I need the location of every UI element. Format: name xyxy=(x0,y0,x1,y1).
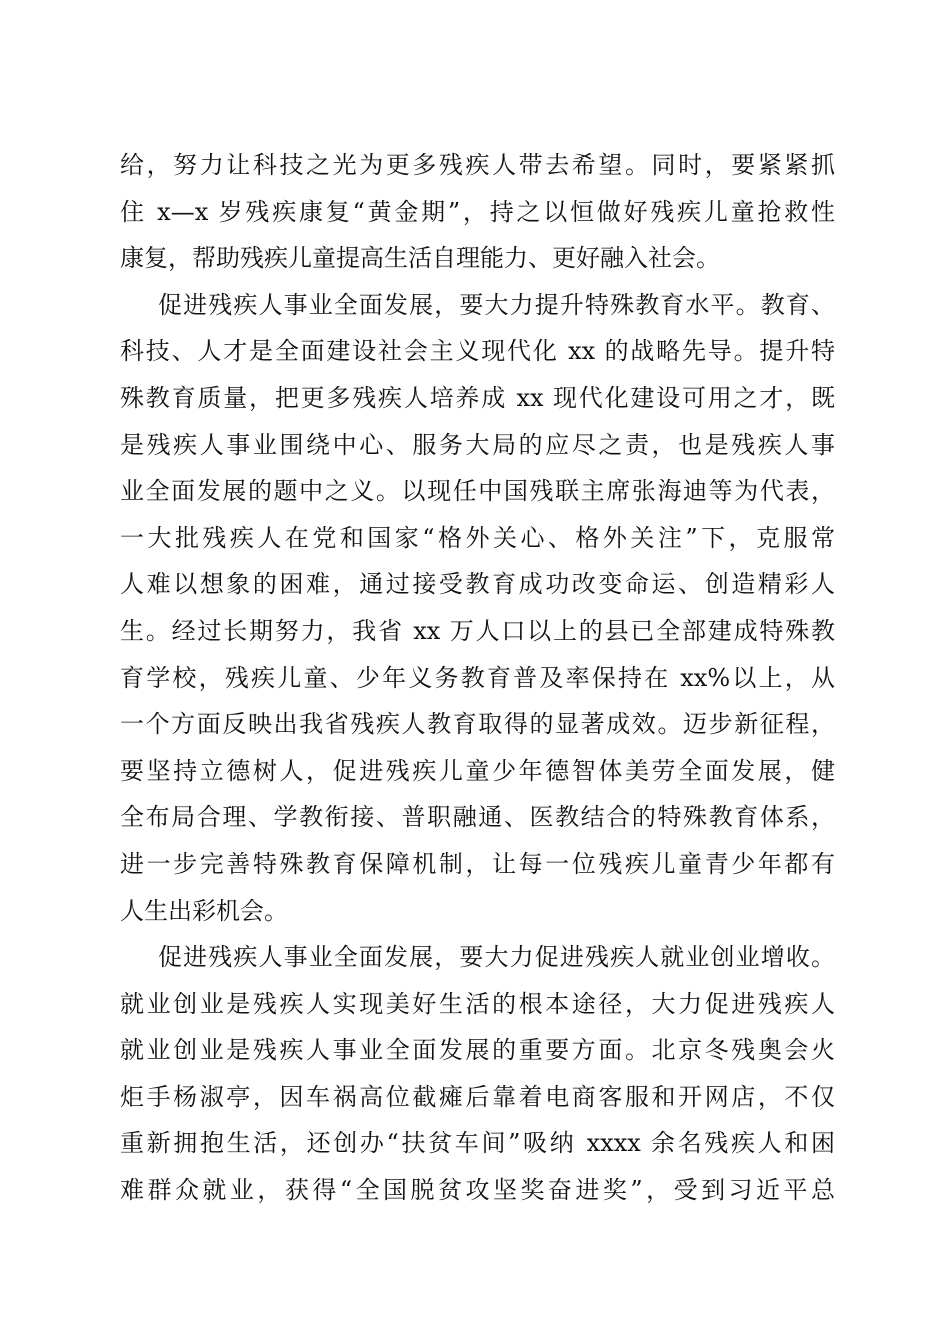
text-line: 炬手杨淑亭，因车祸高位截瘫后靠着电商客服和开网店，不仅 xyxy=(120,1082,835,1111)
text-line: 难群众就业，获得“全国脱贫攻坚奖奋进奖”，受到习近平总 xyxy=(120,1176,835,1205)
text-line: 生。经过长期努力，我省 xx 万人口以上的县已全部建成特殊教 xyxy=(120,616,835,645)
paragraph-3 xyxy=(120,934,835,1214)
text-line: 人生出彩机会。 xyxy=(120,896,288,925)
paragraph-2 xyxy=(120,282,835,934)
text-line: 就业创业是残疾人事业全面发展的重要方面。北京冬残奥会火 xyxy=(120,1036,835,1065)
text-line: 一大批残疾人在党和国家“格外关心、格外关注”下，克服常 xyxy=(120,523,835,552)
text-line: 促进残疾人事业全面发展，要大力促进残疾人就业创业增收。 xyxy=(158,943,835,972)
text-line: 康复，帮助残疾儿童提高生活自理能力、更好融入社会。 xyxy=(120,244,720,273)
text-line: 给，努力让科技之光为更多残疾人带去希望。同时，要紧紧抓 xyxy=(120,151,835,179)
paragraph-1 xyxy=(120,142,835,282)
text-line: 进一步完善特殊教育保障机制，让每一位残疾儿童青少年都有 xyxy=(120,849,835,878)
text-line: 要坚持立德树人，促进残疾儿童少年德智体美劳全面发展，健 xyxy=(120,756,835,785)
text-line: 全布局合理、学教衔接、普职融通、医教结合的特殊教育体系， xyxy=(120,803,835,832)
text-line: 是残疾人事业围绕中心、服务大局的应尽之责，也是残疾人事 xyxy=(120,430,835,459)
text-line: 就业创业是残疾人实现美好生活的根本途径，大力促进残疾人 xyxy=(120,989,835,1018)
text-line: 一个方面反映出我省残疾人教育取得的显著成效。迈步新征程， xyxy=(120,710,835,739)
body-text xyxy=(120,142,835,1214)
text-line: 人难以想象的困难，通过接受教育成功改变命运、创造精彩人 xyxy=(120,570,835,599)
text-line: 促进残疾人事业全面发展，要大力提升特殊教育水平。教育、 xyxy=(158,290,835,319)
text-line: 殊教育质量，把更多残疾人培养成 xx 现代化建设可用之才，既 xyxy=(120,383,835,412)
text-line: 科技、人才是全面建设社会主义现代化 xx 的战略先导。提升特 xyxy=(120,337,835,366)
text-line: 育学校，残疾儿童、少年义务教育普及率保持在 xx%以上，从 xyxy=(120,663,835,692)
text-line: 重新拥抱生活，还创办“扶贫车间”吸纳 xxxx 余名残疾人和困 xyxy=(120,1129,835,1158)
text-line: 业全面发展的题中之义。以现任中国残联主席张海迪等为代表， xyxy=(120,477,835,506)
text-line: 住 x—x 岁残疾康复“黄金期”，持之以恒做好残疾儿童抢救性 xyxy=(120,197,835,226)
